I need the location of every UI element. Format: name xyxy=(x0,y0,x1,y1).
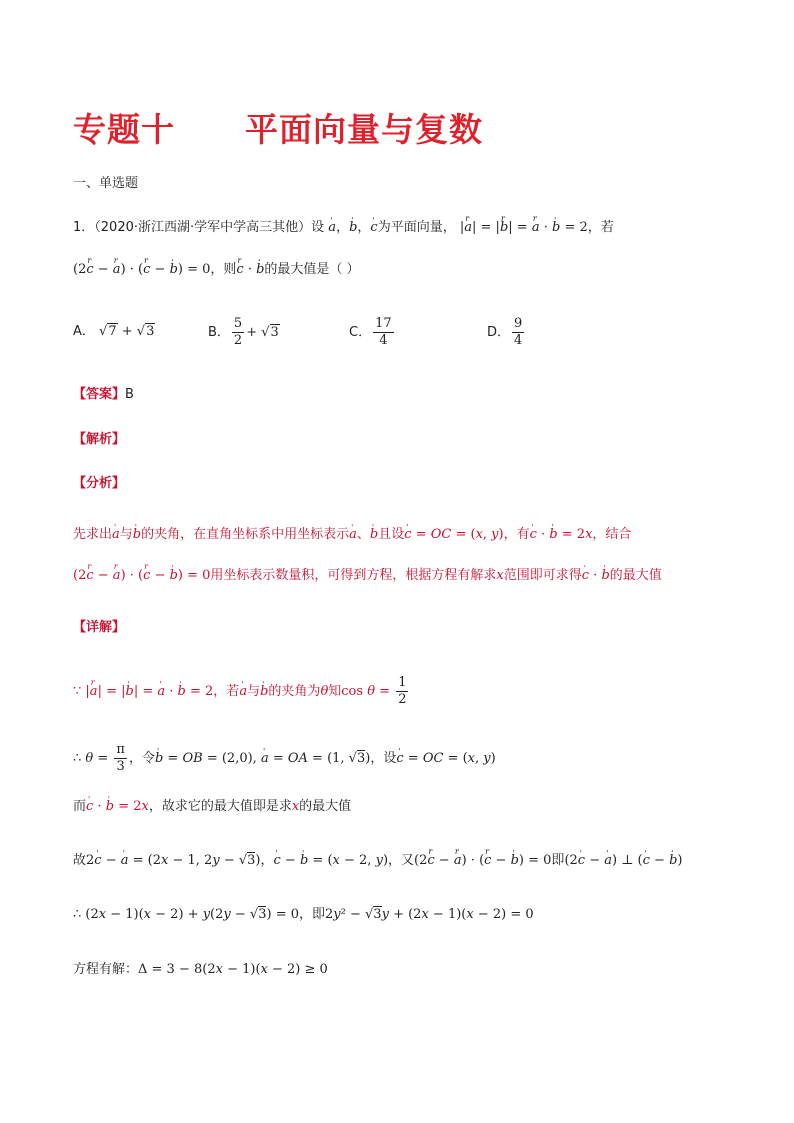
detail-line-4: 故2' c − ' a = (2x − 1, 2y − √3)，' c − ' b = (x − 2, y)，又(2r c − r a) · (r c − ' b) = 0即(2' c − ' a) ⊥ (' c − ' b) xyxy=(73,851,683,871)
fenxi-line-2: (2r c − r a) · (r c − ' b) = 0用坐标表示数量积，可得到方程，根据方程有解求x范围即可求得' c · ' b的最大值 xyxy=(73,566,662,586)
page-title xyxy=(73,104,483,151)
section-heading: 一、单选题 xyxy=(73,176,139,191)
option-c[interactable]: C． $\frac{17}{4}$ xyxy=(349,316,392,348)
fenxi-line-1: 先求出' a与' b的夹角，在直角坐标系中用坐标表示' a、' b且设' c = OC = (x, y)，有' c · ' b = 2x，结合 xyxy=(73,525,631,545)
analysis-label: 【解析】 xyxy=(73,432,126,447)
option-b[interactable]: B． $\frac{5}{2}$ + √3 xyxy=(208,316,279,348)
detail-line-2: ∴ θ = $\frac{\pi}{3}$ ，令' b = OB = (2,0), ' a = OA = (1, √3)，设' c = OC = (x, y) xyxy=(73,742,496,775)
fenxi-label: 【分析】 xyxy=(73,476,126,491)
question-line-1: 1．（2020·浙江西湖·学军中学高三其他）设 ' a，' b，' c为平面向量， |r a| = |r b| = r a · ' b = 2，若 xyxy=(73,218,614,238)
title-main: 专题十 xyxy=(73,110,175,149)
detail-line-3: 而' c · ' b = 2x，故求它的最大值即是求x的最大值 xyxy=(73,797,351,817)
option-a[interactable]: A． √7 + √3 xyxy=(73,324,155,339)
detail-line-6: 方程有解：Δ = 3 − 8(2x − 1)(x − 2) ≥ 0 xyxy=(73,962,328,977)
title-sub: 平面向量与复数 xyxy=(245,110,483,149)
answer-line: 【答案】B xyxy=(73,387,134,402)
detail-line-5: ∴ (2x − 1)(x − 2) + y(2y − √3) = 0，即2y² − √3y + (2x − 1)(x − 2) = 0 xyxy=(73,907,534,922)
question-line-2: (2r c − r a) · (r c − ' b) = 0，则r c · ' b的最大值是（ ） xyxy=(73,260,360,280)
detail-line-1: ∵ |r a| = |' b| = ' a · ' b = 2，若' a与' b的夹角为θ知cos θ = $\frac{1}{2}$ xyxy=(73,675,410,708)
option-d[interactable]: D． $\frac{9}{4}$ xyxy=(487,316,523,348)
detail-label: 【详解】 xyxy=(73,620,126,635)
